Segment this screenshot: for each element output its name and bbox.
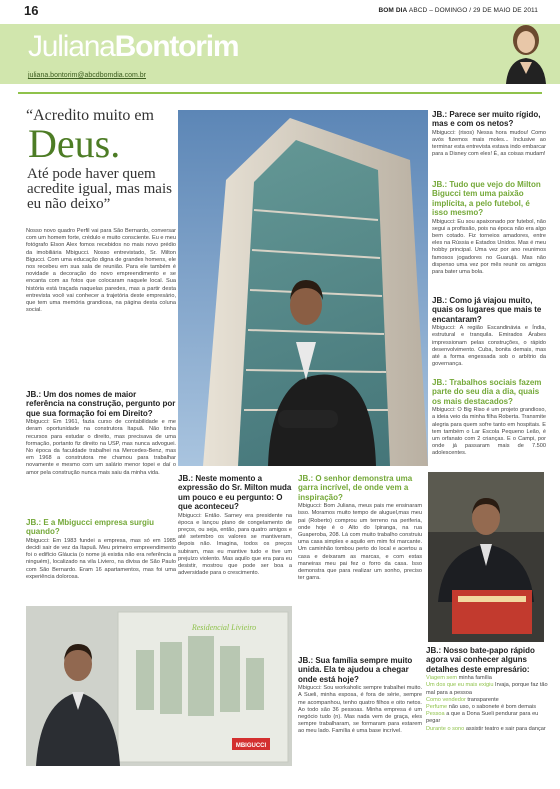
qa-answer: Mbigucci: A região Escandinávia e Índia, estrutural e tranquila. Emirados Árabes impressionam pelas construções, o rápido desenvolvimento. Cuba, bonita demais, mas até a forma engessada sob o arbítrio da governança. [432,325,546,368]
rapid-key: Perfume [426,704,448,711]
building-photo [178,110,428,466]
rapid-item [426,682,548,696]
qa-block-9 [432,378,546,458]
qa-block-4 [298,474,422,582]
photo-logo-text: MBIGUCCI [235,743,267,749]
rapid-item [426,697,548,704]
rapid-fire-block [426,646,548,733]
headline-quote-open: “Acredito muito em [26,107,154,124]
qa-question: JB.: Um dos nomes de maior referência na construção, pergunto por que sua formação foi em Direito? [26,390,176,418]
column-title [28,30,238,64]
qa-block-3 [178,474,292,577]
columnist-email-link[interactable]: juliana.bontorim@abcdbomdia.com.br [28,72,146,79]
qa-answer: Mbigucci: Eu sou apaixonado por futebol, não segui a profissão, pois na época não era algo bem cotado. Fiz torneios amadores, entre eles na Rússia e Estados Unidos. Mas é meu hobby principal. Uma vez por ano reunimos famosos jogadores no Guarujá. Mas não dispenso uma vez por mês reunir os amigos para bater uma bola. [432,218,546,276]
qa-block-6 [432,110,546,159]
qa-block-1 [26,390,176,477]
section-divider [18,92,542,94]
qa-question: JB.: Neste momento a expressão do Sr. Milton muda um pouco e eu pergunto: O que aconteceu? [178,474,292,512]
qa-question: JB.: E a Mbigucci empresa surgiu quando? [26,518,155,537]
qa-question: JB.: Sua família sempre muito unida. Ela te ajudou a chegar onde está hoje? [298,656,413,684]
rapid-key: Viagem sem [426,675,457,682]
rapid-key: Como vendedor [426,696,466,703]
photo-sign-text: Residencial Livieiro [191,623,257,632]
qa-block-2 [26,518,176,581]
rapid-fire-list [426,675,548,733]
intro-paragraph: Nosso novo quadro Perfil vai para São Bernardo, conversar com um homem forte, crédulo e muito consciente. Eu e meu fotógrafo Elson Alex fomos recebidos no mais novo prédio da imobiliária Mbigucci. Nosso entrevistado, Sr. Milton Bigucci. Com uma educação digna de grandes homens, ele nos recebeu em sua sala de reunião. Para ele também é novidade a decoração do novo empreendimento e se encanta com as fotos que colocaram naquele local. Sua história está traçada naquelas paredes, mas a partir desta entrevista você vai conhecer a trajetória deste empresário, que tem uma memória grandiosa, na página desta coluna social. [26,228,176,314]
qa-question: JB.: Tudo que vejo do Milton Bigucci tem uma paixão implícita, a pelo futebol, é isso mesmo? [432,180,541,218]
rapid-value: minha família [458,675,492,682]
columnist-portrait [496,18,554,84]
page-number: 16 [24,3,39,18]
qa-question: JB.: Trabalhos sociais fazem parte do seu dia a dia, quais os mais destacados? [432,378,542,406]
qa-answer: Mbigucci: Em 1961, fazia curso de contabilidade e me deram oportunidade na construtora Itapuã. Não tinha recursos para estudar o direito, mas precisava de uma formação, portanto fiz direito na USP, mas nunca advoguei. No época da faculdade trabalhei na Mercedes-Benz, mas em 1968 a construtora me chamou para trabalhar novamente e mesmo com um salário menor topei e daí o amor pela construção nunca mais saiu da minha vida. [26,419,176,476]
rapid-item [426,726,548,733]
rapid-value: assistir teatro e sair para dançar [465,725,546,732]
qa-block-7 [432,180,546,276]
qa-answer: Mbigucci: Em 1983 fundei a empresa, mas só em 1985 decidi sair de vez da Itapuã. Meu primeiro empreendimento foi o edifício Gláucia (o nome já existia não era referência a ninguém), localizado na vila Liviero, na divisa de São Paulo com São Bernardo. Eram 16 apartamentos, mas foi uma experiência dolorosa. [26,537,176,580]
edition-date: DOMINGO / 29 DE MAIO DE 2011 [434,7,538,14]
qa-block-8 [432,296,546,368]
qa-block-5 [298,656,422,736]
residencial-sign-photo [26,606,292,766]
brand-edition: ABCD [408,7,428,14]
qa-answer: Mbigucci: Bom Juliana, meus pais me ensinaram isso. Moramos muito tempo de aluguel,mas meu pai (Roberto) comprou um terreno na periferia, onde hoje é o Alto do Ipiranga, na rua Guaperoba, 208. Lá com muito trabalho construiu uma casa simples e aquilo em mim foi marcante. Um caminhão tombou perto do local e acertou a casa e deixaram as marcas, e com estas maneiras meu pai fez o forro da casa. Isso demonstra que para realizar um sonho, preciso ter garra. [298,503,422,582]
rapid-item [426,704,548,711]
brand-name: BOM DIA [378,7,408,14]
qa-answer: Mbigucci: (risos) Nessa hora mudou! Como avós fizemos mais moles... Inclusive ao terminar esta entrevista estava indo embarcar para a Disney com eles! É, as coisas mudam! [432,129,546,158]
rapid-value: não uso, o sabonete é bom demais [448,704,537,711]
page-header [0,0,560,22]
qa-question: JB.: Parece ser muito rígido, mas e com os netos? [432,110,541,129]
headline-quote-rest: Até pode haver quem acredite igual, mas mais eu não deixo” [27,166,172,212]
rapid-value: transparente [467,696,499,703]
rapid-key: Durante o sono [426,725,465,732]
headline-big-word: Deus. [28,121,121,166]
qa-answer: Mbigucci: Sou workaholic sempre trabalhei muito. A Sueli, minha esposa, é fora de série, sempre me acompanhou, tenho quatro filhos e oito netos. Ao todo são 36 pessoas. Minha empresa é um negócio tudo (n). Mas nada vem de graça, eles sempre trabalharam, se formaram para estarem ao meu lado. Família é uma base incrível. [298,685,422,735]
qa-answer: Mbigucci: Então. Sarney era presidente na época e lançou plano de congelamento de preços, ou seja, então, para quatro amigos e até setembro os valores se mantiveram, depois não. Imagina, todos os preços subiram, mas eu mantive tudo e tive um prejuízo violento. Mas aquilo que era para eu desistir, mostrou que pode ser boa a adversidade para o crescimento. [178,512,292,577]
columnist-last-name: Bontorim [114,30,239,63]
portrait-with-book-photo [428,472,544,642]
rapid-value: a que a Dona Sueli pendurar para eu pegar [426,711,539,725]
rapid-item [426,711,548,725]
qa-answer: Mbigucci: O Big Riso é um projeto grandioso, a ideia veio da minha filha Roberta. Transmite alegria para quem sofre tanto em hospitais. E tem também o Lar Escola Pequeno Leão, é um orfanato com 2 crianças. E o Campi, por onde já passaram mais de 7.500 adolescentes. [432,407,546,457]
columnist-first-name: Juliana [28,30,115,63]
rapid-item [426,675,548,682]
rapid-key: Um dos que eu mais exigiu [426,682,494,689]
qa-question: JB.: Como já viajou muito, quais os lugares que mais te encantaram? [432,296,542,324]
qa-question: JB.: Nosso bate-papo rápido agora vai conhecer alguns detalhes deste empresário: [426,646,535,674]
publication-line: BOM DIA ABCD – DOMINGO / 29 DE MAIO DE 2011 [378,7,538,14]
rapid-key: Pessoa [426,711,445,718]
qa-question: JB.: O senhor demonstra uma garra incrível, de onde vem a inspiração? [298,474,413,502]
rapid-value: Irvaja, porque faz tão mal para a pessoa [426,682,548,696]
